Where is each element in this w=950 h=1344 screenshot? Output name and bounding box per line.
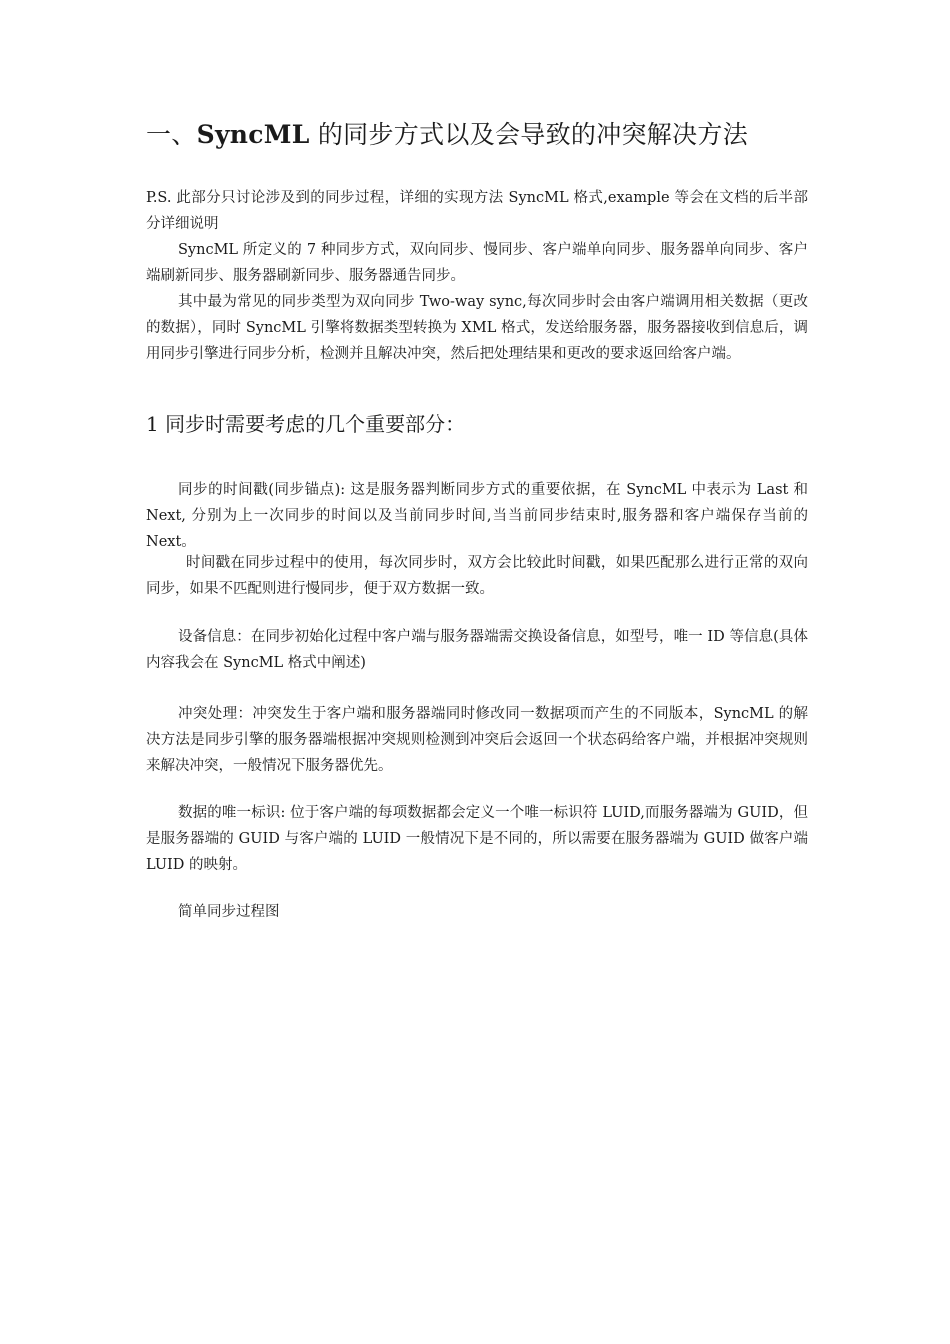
title-suffix: 的同步方式以及会导致的冲突解决方法 — [309, 120, 748, 149]
title-bold: SyncML — [196, 120, 310, 149]
unique-id-paragraph: 数据的唯一标识: 位于客户端的每项数据都会定义一个唯一标识符 LUID,而服务器端为 GUID，但是服务器端的 GUID 与客户端的 LUID 一般情况下是不同的，所以需要在服务器端为 GUID 做客户端 LUID 的映射。 — [146, 805, 808, 873]
intro-twoway-paragraph: 其中最为常见的同步类型为双向同步 Two-way sync,每次同步时会由客户端调用相关数据（更改的数据），同时 SyncML 引擎将数据类型转换为 XML 格式，发送给服务器，服务器接收到信息后，调用同步引擎进行同步分析，检测并且解决冲突，然后把处理结果和更改的要求返回给客户端。 — [146, 294, 808, 362]
ps-note: P.S. 此部分只讨论涉及到的同步过程，详细的实现方法 SyncML 格式,example 等会在文档的后半部分详细说明 — [146, 190, 808, 232]
anchor-usage-paragraph: 时间戳在同步过程中的使用，每次同步时，双方会比较此时间戳，如果匹配那么进行正常的双向同步，如果不匹配则进行慢同步，便于双方数据一致。 — [146, 555, 808, 597]
conflict-paragraph: 冲突处理：冲突发生于客户端和服务器端同时修改同一数据项而产生的不同版本，SyncML 的解决方法是同步引擎的服务器端根据冲突规则检测到冲突后会返回一个状态码给客户端，并根据冲突规则来解决冲突，一般情况下服务器优先。 — [146, 706, 808, 774]
intro-modes-paragraph: SyncML 所定义的 7 种同步方式，双向同步、慢同步、客户端单向同步、服务器单向同步、客户端刷新同步、服务器刷新同步、服务器通告同步。 — [146, 242, 808, 284]
device-info-paragraph: 设备信息：在同步初始化过程中客户端与服务器端需交换设备信息，如型号，唯一 ID 等信息(具体内容我会在 SyncML 格式中阐述) — [146, 629, 808, 671]
anchor-paragraph: 同步的时间戳(同步锚点): 这是服务器判断同步方式的重要依据，在 SyncML 中表示为 Last 和 Next, 分别为上一次同步的时间以及当前同步时间,当当前同步结束时,服务器和客户端保存当前的 Next。 — [146, 482, 808, 550]
document-title — [146, 116, 808, 154]
diagram-caption: 简单同步过程图 — [178, 904, 280, 920]
section-heading: 1 同步时需要考虑的几个重要部分： — [146, 412, 466, 436]
title-prefix: 一、 — [146, 120, 197, 149]
